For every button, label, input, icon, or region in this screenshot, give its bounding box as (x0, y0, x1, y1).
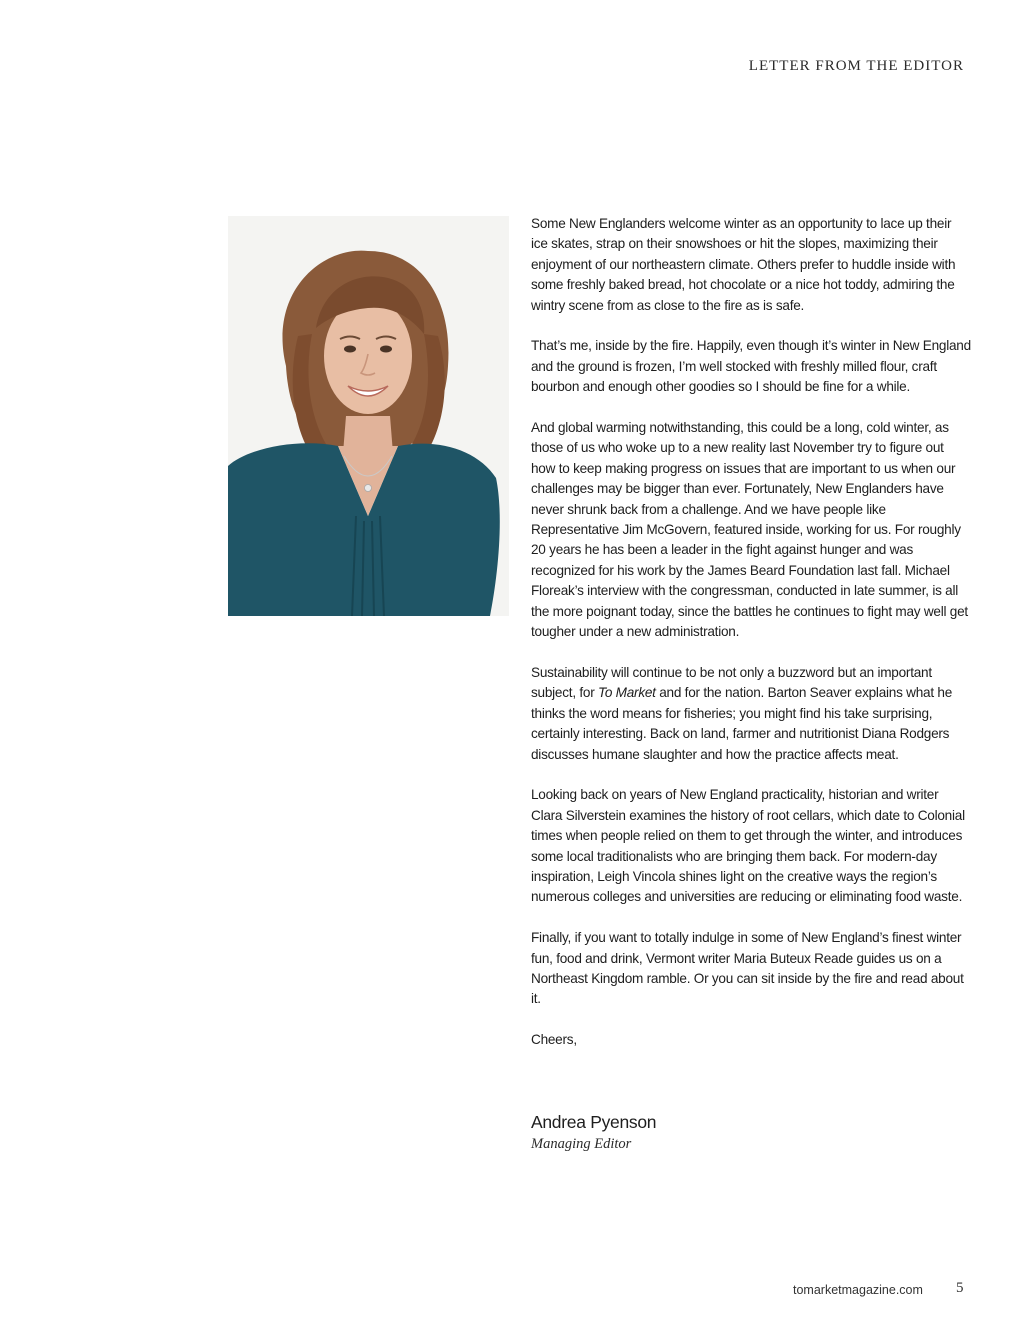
paragraph: Some New Englanders welcome winter as an opportunity to lace up their ice skates, strap on their snowshoes or hit the slopes, maximizing their enjoyment of our northeastern climate. Others prefer to huddle inside with some freshly baked bread, hot chocolate or a nice hot toddy, admiring the wintry scene from as close to the fire as is safe. (531, 216, 956, 313)
page-number: 5 (956, 1280, 964, 1296)
paragraph: Finally, if you want to totally indulge in some of New England’s finest winter fun, food and drink, Vermont writer Maria Buteux Reade guides us on a Northeast Kingdom ramble. Or you can sit inside by the fire and read about it. (531, 930, 964, 1007)
editor-portrait (228, 216, 509, 616)
paragraph: And global warming notwithstanding, this could be a long, cold winter, as those of us who woke up to a new reality last November try to figure out how to keep making progress on issues that are important to us when our challenges may be bigger than ever. Fortunately, New Englanders have never shrunk back from a challenge. And we have people like Representative Jim McGovern, featured inside, working for us. For roughly 20 years he has been a leader in the fight against hunger and was recognized for his work by the James Beard Foundation last fall. Michael Floreak’s interview with the congressman, conducted in late summer, is all the more poignant today, since the battles he continues to fight may well get tougher under a new administration. (531, 420, 968, 640)
magazine-title: To Market (598, 685, 656, 701)
signature-block (531, 1110, 656, 1154)
editor-portrait-icon (228, 216, 509, 616)
paragraph-text: Sustainability will continue to be not only a buzzword but an important subject, for (531, 664, 932, 701)
editor-name: Andrea Pyenson (531, 1112, 657, 1132)
letter-body (531, 214, 971, 1071)
section-title: LETTER FROM THE EDITOR (748, 58, 964, 74)
paragraph (531, 663, 971, 765)
closing: Cheers, (531, 1032, 577, 1048)
paragraph: Looking back on years of New England practicality, historian and writer Clara Silverstein examines the history of root cellars, which date to Colonial times when people relied on them to get through the winter, and introduces some local traditionalists who are bringing them back. For modern-day inspiration, Leigh Vincola shines light on the creative ways the region’s numerous colleges and universities are reducing or eliminating food waste. (531, 787, 965, 905)
footer-website: tomarketmagazine.com (793, 1283, 923, 1297)
editor-role: Managing Editor (531, 1136, 632, 1152)
paragraph-text: and for the nation. Barton Seaver explains what he thinks the word means for fisheries; you might find his take surprising, certainly interesting. Back on land, farmer and nutritionist Diana Rodgers discusses humane slaughter and how the practice affects meat. (531, 685, 953, 762)
paragraph: That’s me, inside by the fire. Happily, even though it’s winter in New England and the ground is frozen, I’m well stocked with freshly milled flour, craft bourbon and enough other goodies so I should be fine for a while. (531, 338, 971, 395)
